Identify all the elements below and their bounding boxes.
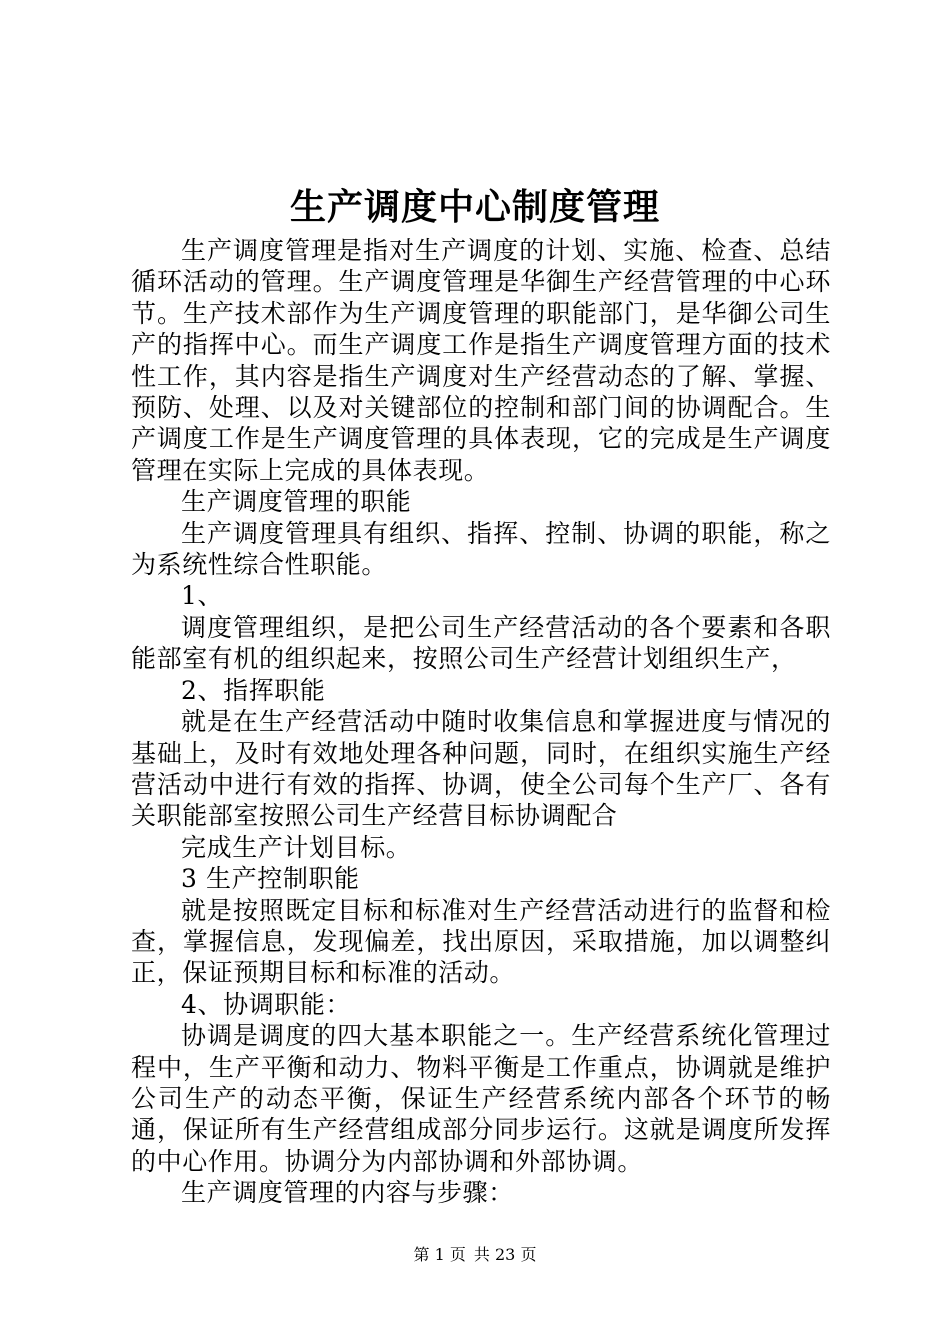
section-heading: 生产调度管理的职能: [181, 487, 412, 517]
paragraph: 就是按照既定目标和标准对生产经营活动进行的监督和检查，掌握信息，发现偏差，找出原因，采取措施，加以调整纠正，保证预期目标和标准的活动。: [131, 895, 831, 988]
section-heading: 4、协调职能：: [181, 989, 352, 1019]
paragraph: 完成生产计划目标。: [181, 832, 412, 862]
paragraph: 就是在生产经营活动中随时收集信息和掌握进度与情况的基础上，及时有效地处理各种问题，同时，在组织实施生产经营活动中进行有效的指挥、协调，使全公司每个生产厂、各有关职能部室按照公司生产经营目标协调配合: [131, 707, 831, 831]
list-marker: 1、: [181, 581, 224, 611]
paragraph: 生产调度管理具有组织、指挥、控制、协调的职能，称之为系统性综合性职能。: [131, 518, 831, 580]
paragraph: 调度管理组织，是把公司生产经营活动的各个要素和各职能部室有机的组织起来，按照公司生产经营计划组织生产，: [131, 612, 831, 674]
page-footer: [0, 1243, 950, 1267]
paragraph: 协调是调度的四大基本职能之一。生产经营系统化管理过程中，生产平衡和动力、物料平衡是工作重点，协调就是维护公司生产的动态平衡，保证生产经营系统内部各个环节的畅通，保证所有生产经营组成部分同步运行。这就是调度所发挥的中心作用。协调分为内部协调和外部协调。: [131, 1021, 831, 1176]
section-heading: 3 生产控制职能: [181, 864, 360, 894]
document-body: [131, 235, 831, 1209]
document-title: 生产调度中心制度管理: [289, 187, 660, 228]
paragraph: 生产调度管理是指对生产调度的计划、实施、检查、总结循环活动的管理。生产调度管理是华御生产经营管理的中心环节。生产技术部作为生产调度管理的职能部门，是华御公司生产的指挥中心。而生产调度工作是指生产调度管理方面的技术性工作，其内容是指生产调度对生产经营动态的了解、掌握、预防、处理、以及对关键部位的控制和部门间的协调配合。生产调度工作是生产调度管理的具体表现，它的完成是生产调度管理在实际上完成的具体表现。: [131, 236, 831, 485]
page-number: 第 1 页: [413, 1245, 466, 1264]
section-heading: 2、指挥职能: [181, 675, 326, 705]
page-total: 共 23 页: [473, 1245, 537, 1264]
section-heading: 生产调度管理的内容与步骤：: [181, 1178, 514, 1208]
